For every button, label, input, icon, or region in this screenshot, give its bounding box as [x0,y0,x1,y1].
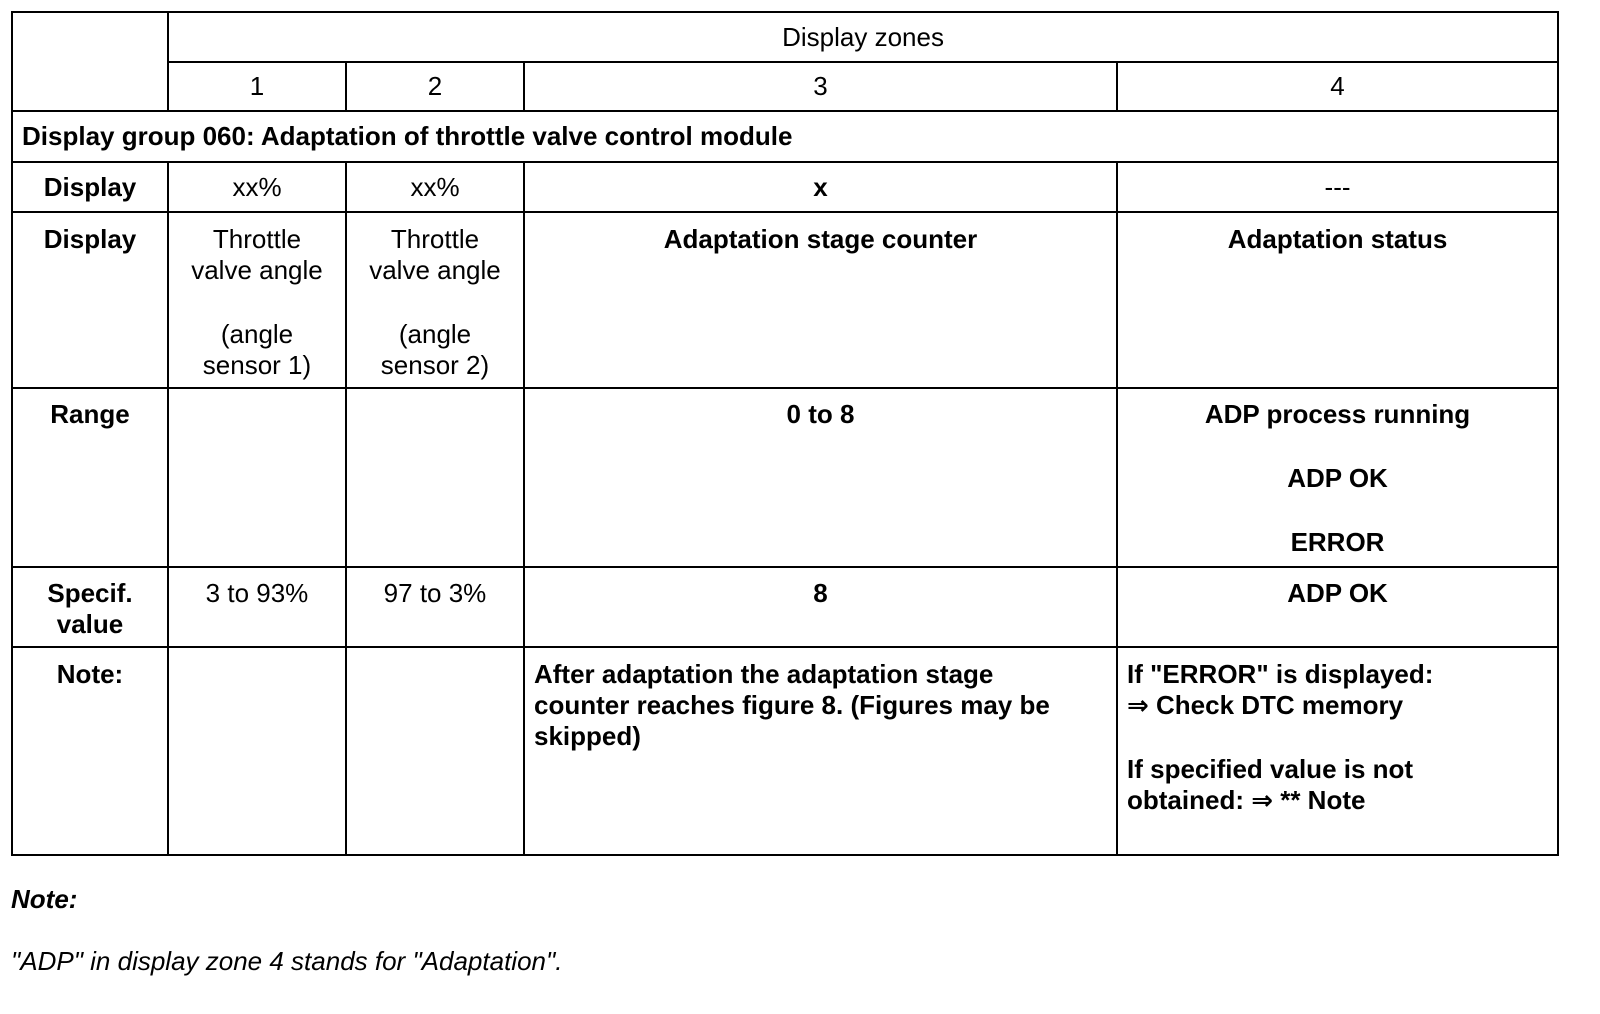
zone4-specified-value: ADP OK [1117,567,1558,647]
zone1-desc-line: valve angle [191,255,323,285]
zone-number-2: 2 [346,62,524,111]
zone1-desc-line: (angle [220,319,294,349]
zone3-specified-value: 8 [524,567,1117,647]
zone1-specified-value: 3 to 93% [168,567,346,647]
zone1-range [168,388,346,567]
zone2-range [346,388,524,567]
range-status-line: ERROR [1290,527,1385,557]
zone1-desc-line: Throttle [212,224,302,254]
specified-value-row [12,567,1558,647]
zone1-desc-line: sensor 1) [202,350,312,380]
zone1-display-value: xx% [168,162,346,212]
zone2-display-value: xx% [346,162,524,212]
zone4-note [1117,647,1558,855]
zone4-note-line: ⇒ Check DTC memory [1127,690,1404,720]
zone2-desc-line: (angle [398,319,472,349]
zone4-display-value: --- [1117,162,1558,212]
display-zones-header: Display zones [168,12,1558,62]
display-value-row [12,162,1558,212]
zone3-note-line: skipped) [534,721,641,751]
zone2-description [346,212,524,388]
zone2-desc-line: Throttle [390,224,480,254]
range-status-line: ADP OK [1287,463,1388,493]
row-label-display-desc: Display [12,212,168,388]
zone3-note [524,647,1117,855]
display-group-title: Display group 060: Adaptation of throttle valve control module [12,111,1558,162]
zone1-note [168,647,346,855]
zone1-description [168,212,346,388]
specif-label-line: value [56,609,124,639]
zone2-desc-line: sensor 2) [380,350,490,380]
zone4-description: Adaptation status [1117,212,1558,388]
display-description-row [12,212,1558,388]
zone3-description: Adaptation stage counter [524,212,1117,388]
zone3-note-line: After adaptation the adaptation stage [534,659,994,689]
row-label-display: Display [12,162,168,212]
zone3-display-value: x [524,162,1117,212]
zone3-note-line: counter reaches figure 8. (Figures may be [534,690,1050,720]
zone2-specified-value: 97 to 3% [346,567,524,647]
footnote-heading: Note: [11,884,78,914]
note-row [12,647,1558,855]
row-label-specif [12,567,168,647]
footnote-text: "ADP" in display zone 4 stands for "Adaptation". [11,946,563,976]
group-title-row [12,111,1558,162]
header-row-zones [12,62,1558,111]
range-row [12,388,1558,567]
header-row-title [12,12,1558,62]
zone-number-4: 4 [1117,62,1558,111]
display-group-table [11,11,1559,856]
specif-label-line: Specif. [47,578,133,608]
zone4-range [1117,388,1558,567]
row-label-note: Note: [12,647,168,855]
range-status-line: ADP process running [1204,399,1471,429]
zone4-note-line: If "ERROR" is displayed: [1127,659,1434,689]
row-label-range: Range [12,388,168,567]
zone-number-1: 1 [168,62,346,111]
zone4-note-line: If specified value is not [1127,754,1414,784]
zone-number-3: 3 [524,62,1117,111]
zone4-note-line: obtained: ⇒ ** Note [1127,785,1366,815]
zone2-note [346,647,524,855]
zone3-range: 0 to 8 [524,388,1117,567]
zone2-desc-line: valve angle [369,255,501,285]
corner-cell [12,12,168,111]
